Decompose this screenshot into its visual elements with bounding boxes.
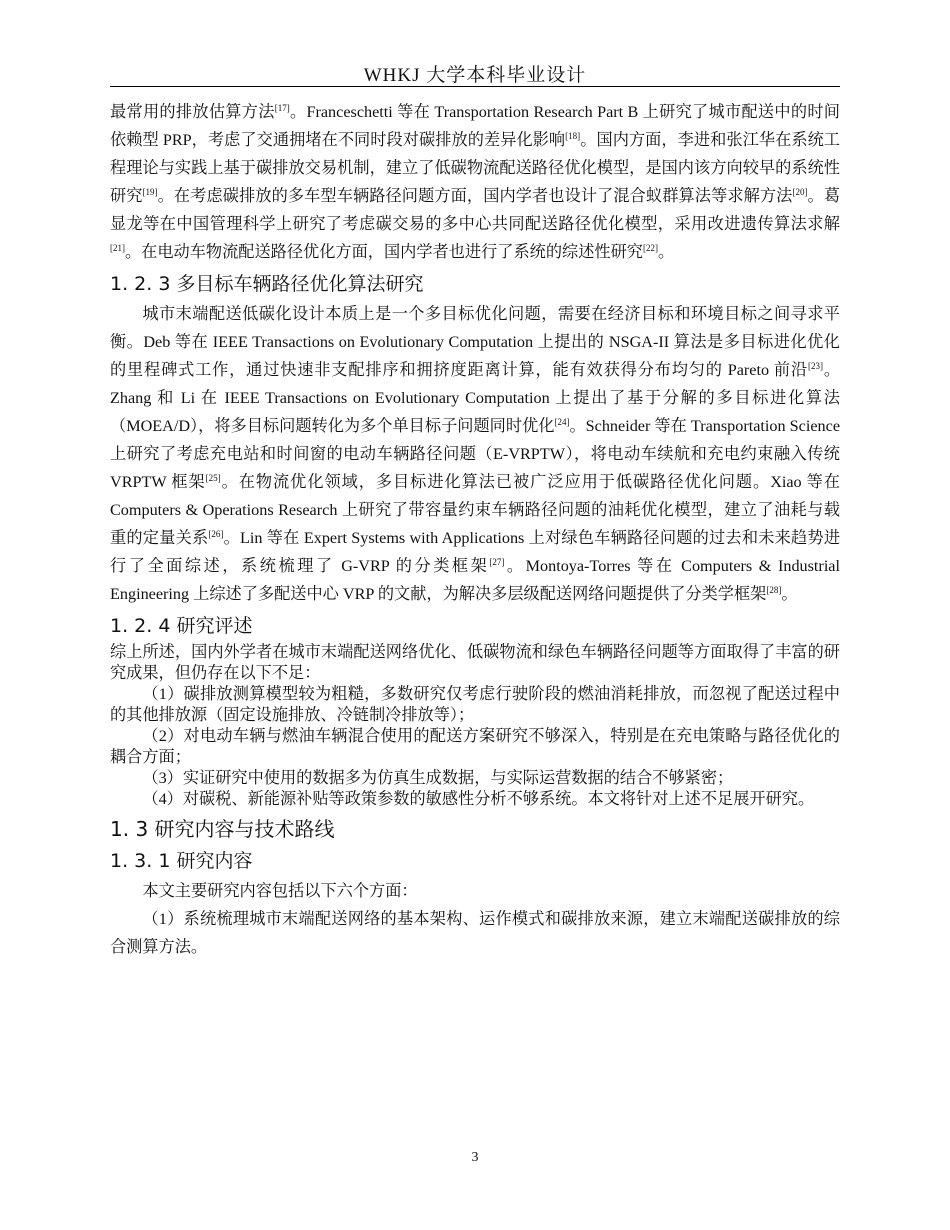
citation: [19] [142, 187, 158, 197]
page-header: WHKJ 大学本科毕业设计 [363, 65, 587, 86]
page-body [110, 98, 840, 961]
review-item-4: （4）对碳税、新能源补贴等政策参数的敏感性分析不够系统。本文将针对上述不足展开研究。 [142, 790, 815, 808]
review-item-2: （2）对电动车辆与燃油车辆混合使用的配送方案研究不够深入，特别是在充电策略与路径优化的耦合方面； [110, 727, 840, 766]
review-intro: 综上所述，国内外学者在城市末端配送网络优化、低碳物流和绿色车辆路径问题等方面取得了丰富的研究成果，但仍存在以下不足： [110, 643, 840, 682]
citation: [17] [274, 103, 290, 113]
section-heading-1-3: 1. 3 研究内容与技术路线 [110, 817, 335, 841]
section-heading-1-3-1: 1. 3. 1 研究内容 [110, 850, 253, 872]
review-block [110, 642, 840, 810]
citation: [22] [643, 243, 658, 253]
citation: [18] [565, 131, 581, 141]
paragraph-multiobjective: 城市末端配送低碳化设计本质上是一个多目标优化问题，需要在经济目标和环境目标之间寻求平衡。Deb 等在 IEEE Transactions on Evolutionary Computation 上提出的 NSGA-II 算法是多目标进化优化的里程碑式工作，通过快速非支配排序和拥挤度距离计算，能有效获得分布均匀的 Pareto 前沿[23]。Zhang 和 Li 在 IEEE Transactions on Evolutionary Computation 上提出了基于分解的多目标进化算法（MOEA/D），将多目标问题转化为多个单目标子问题同时优化[24]。Schneider 等在 Transportation Science 上研究了考虑充电站和时间窗的电动车辆路径问题（E-VRPTW），将电动车续航和充电约束融入传统 VRPTW 框架[25]。在物流优化领域，多目标进化算法已被广泛应用于低碳路径优化问题。Xiao 等在 Computers & Operations Research 上研究了带容量约束车辆路径问题的油耗优化模型，建立了油耗与载重的定量关系[26]。Lin 等在 Expert Systems with Applications 上对绿色车辆路径问题的过去和未来趋势进行了全面综述，系统梳理了 G-VRP 的分类框架[27]。Montoya-Torres 等在 Computers & Industrial Engineering 上综述了多配送中心 VRP 的文献，为解决多层级配送网络问题提供了分类学框架[28]。 [110, 305, 841, 603]
header-rule [110, 86, 840, 87]
section-heading-1-2-4: 1. 2. 4 研究评述 [110, 615, 253, 637]
citation: [26] [208, 529, 224, 539]
citation: [21] [110, 243, 125, 253]
research-content-intro: 本文主要研究内容包括以下六个方面： [142, 882, 418, 900]
section-heading-1-2-3: 1. 2. 3 多目标车辆路径优化算法研究 [110, 273, 424, 295]
citation: [24] [554, 417, 570, 427]
research-content-item-1: （1）系统梳理城市末端配送网络的基本架构、运作模式和碳排放来源，建立末端配送碳排放的综合测算方法。 [110, 910, 840, 956]
page-number: 3 [471, 1150, 479, 1165]
paragraph-intro: 最常用的排放估算方法[17]。Franceschetti 等在 Transportation Research Part B 上研究了城市配送中的时间依赖型 PRP，考虑了交通拥堵在不同时段对碳排放的差异化影响[18]。国内方面，李进和张江华在系统工程理论与实践上基于碳排放交易机制，建立了低碳物流配送路径优化模型，是国内该方向较早的系统性研究[19]。在考虑碳排放的多车型车辆路径问题方面，国内学者也设计了混合蚁群算法等求解方法[20]。葛显龙等在中国管理科学上研究了考虑碳交易的多中心共同配送路径优化模型，采用改进遗传算法求解[21]。在电动车物流配送路径优化方面，国内学者也进行了系统的综述性研究[22]。 [110, 103, 841, 261]
citation: [25] [205, 473, 221, 483]
citation: [20] [792, 187, 808, 197]
citation: [27] [489, 557, 505, 567]
citation: [28] [766, 585, 782, 595]
citation: [23] [807, 361, 823, 371]
review-item-1: （1）碳排放测算模型较为粗糙，多数研究仅考虑行驶阶段的燃油消耗排放，而忽视了配送过程中的其他排放源（固定设施排放、冷链制冷排放等）； [110, 685, 840, 724]
review-item-3: （3）实证研究中使用的数据多为仿真生成数据，与实际运营数据的结合不够紧密； [142, 769, 734, 787]
